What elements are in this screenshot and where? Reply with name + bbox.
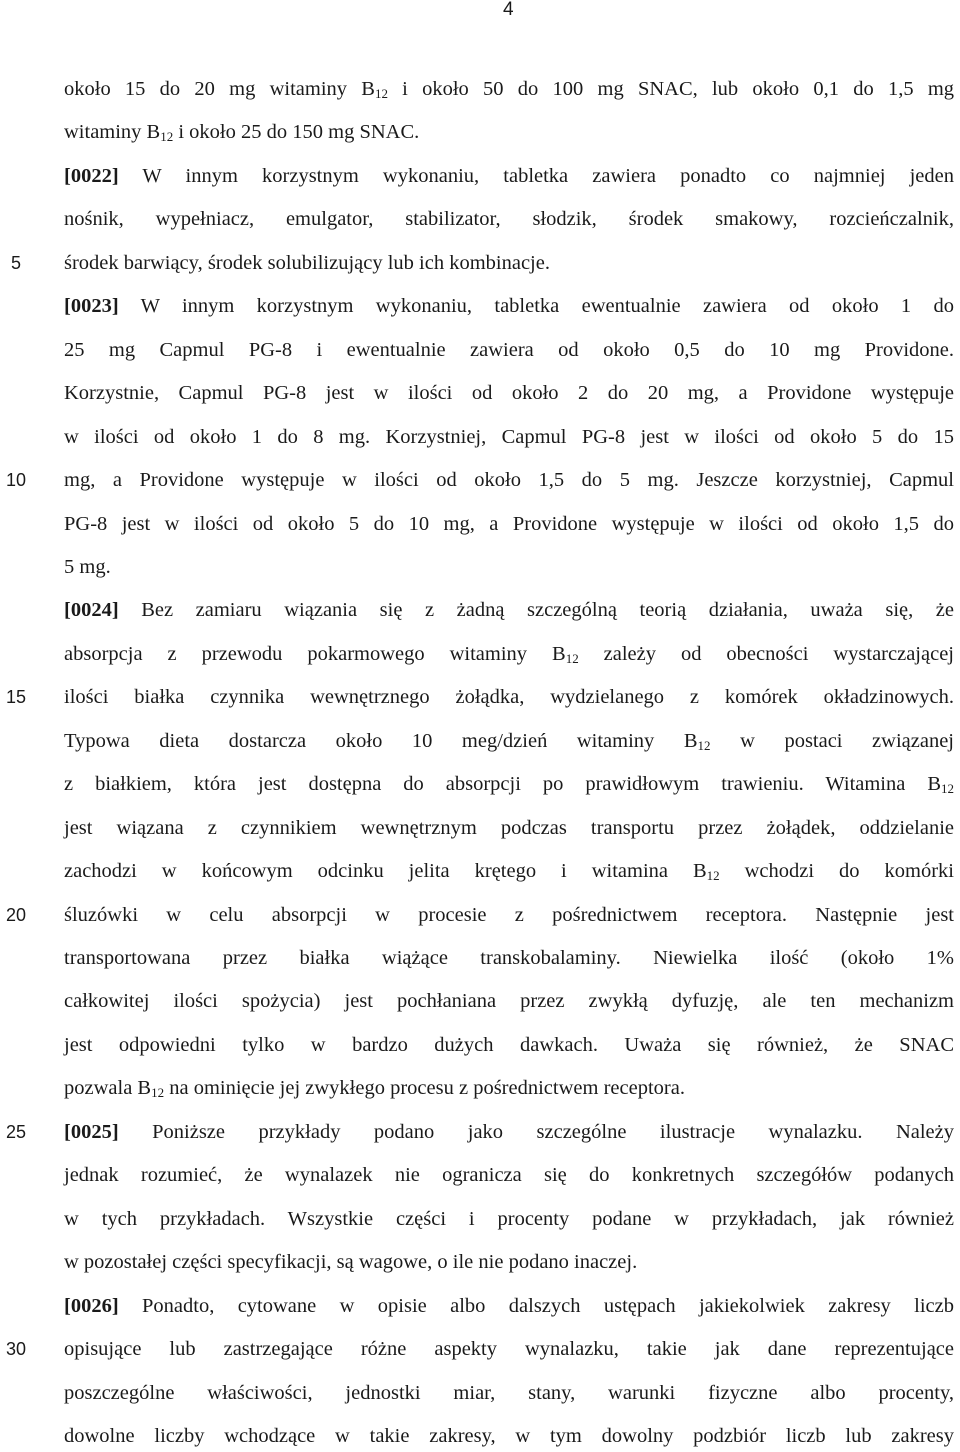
- text-run: W innym korzystnym wykonaniu, tabletka ewentualnie zawiera od około 1 do: [118, 295, 954, 318]
- text-run: w postaci związanej: [710, 729, 954, 752]
- line-number: 20: [5, 904, 27, 925]
- text-line: [64, 728, 954, 754]
- text-run: nośnik, wypełniacz, emulgator, stabilizator, słodzik, środek smakowy, rozcieńczalnik,: [64, 208, 954, 231]
- text-line: [64, 250, 954, 276]
- text-run: opisujące lub zastrzegające różne aspekty wynalazku, takie jak dane reprezentujące: [64, 1338, 954, 1361]
- text-line: [64, 1162, 954, 1188]
- text-line: [64, 771, 954, 797]
- text-run: PG-8 jest w ilości od około 5 do 10 mg, a Providone występuje w ilości od około 1,5 do: [64, 512, 954, 535]
- text-run: poszczególne właściwości, jednostki miar, stany, warunki fizyczne albo procenty,: [64, 1381, 954, 1404]
- text-run: Bez zamiaru wiązania się z żadną szczególną teorią działania, uważa się, że: [118, 599, 954, 622]
- text-line: [64, 597, 954, 623]
- subscript: 12: [565, 650, 579, 666]
- text-line: [64, 945, 954, 971]
- text-run: ilości białka czynnika wewnętrznego żołądka, wydzielanego z komórek okładzinowych.: [64, 686, 954, 709]
- text-run: dowolne liczby wchodzące w takie zakresy, w tym dowolny podzbiór liczb lub zakresy: [64, 1424, 954, 1447]
- text-run: jest wiązana z czynnikiem wewnętrznym podczas transportu przez żołądek, oddzielanie: [64, 816, 954, 839]
- text-run: pozwala B: [64, 1077, 152, 1100]
- text-run: Korzystnie, Capmul PG-8 jest w ilości od około 2 do 20 mg, a Providone występuje: [64, 382, 954, 405]
- text-line: [64, 424, 954, 450]
- text-line: [64, 1423, 954, 1449]
- text-run: W innym korzystnym wykonaniu, tabletka zawiera ponadto co najmniej jeden: [118, 164, 954, 187]
- text-line: [64, 641, 954, 667]
- text-run: Ponadto, cytowane w opisie albo dalszych ustępach jakiekolwiek zakresy liczb: [118, 1294, 954, 1317]
- line-number: 15: [5, 687, 27, 708]
- page-number: 4: [503, 0, 514, 20]
- text-line: [64, 1119, 954, 1145]
- text-line: [64, 988, 954, 1014]
- text-line: [64, 163, 954, 189]
- text-line: [64, 858, 954, 884]
- text-run: w pozostałej części specyfikacji, są wagowe, o ile nie podano inaczej.: [64, 1251, 638, 1274]
- text-line: [64, 380, 954, 406]
- text-line: [64, 1206, 954, 1232]
- paragraph-number: [0023]: [64, 295, 119, 318]
- text-line: [64, 337, 954, 363]
- line-number: 25: [5, 1121, 27, 1142]
- text-run: na ominięcie jej zwykłego procesu z pośrednictwem receptora.: [164, 1077, 685, 1100]
- paragraph-number: [0025]: [64, 1120, 119, 1143]
- text-run: środek barwiący, środek solubilizujący lub ich kombinacje.: [64, 251, 550, 274]
- text-line: [64, 1380, 954, 1406]
- text-run: całkowitej ilości spożycia) jest pochłaniana przez zwykłą dyfuzję, ale ten mechanizm: [64, 990, 954, 1013]
- text-run: jest odpowiedni tylko w bardzo dużych dawkach. Uważa się również, że SNAC: [64, 1033, 954, 1056]
- subscript: 12: [706, 868, 720, 884]
- text-line: [64, 467, 954, 493]
- subscript: 12: [697, 737, 711, 753]
- text-line: [64, 76, 954, 102]
- text-run: w tych przykładach. Wszystkie części i procenty podane w przykładach, jak również: [64, 1207, 954, 1230]
- line-number: 30: [5, 1339, 27, 1360]
- paragraph-number: [0026]: [64, 1294, 119, 1317]
- text-run: w ilości od około 1 do 8 mg. Korzystniej, Capmul PG-8 jest w ilości od około 5 do 15: [64, 425, 954, 448]
- text-line: [64, 293, 954, 319]
- text-run: Poniższe przykłady podano jako szczególne ilustracje wynalazku. Należy: [118, 1120, 954, 1143]
- line-number: 5: [10, 252, 21, 273]
- text-run: absorpcja z przewodu pokarmowego witaminy B: [64, 642, 566, 665]
- text-line: [64, 1336, 954, 1362]
- text-line: [64, 1249, 954, 1275]
- text-line: [64, 511, 954, 537]
- text-run: transportowana przez białka wiążące transkobalaminy. Niewielka ilość (około 1%: [64, 947, 954, 969]
- text-run: jednak rozumieć, że wynalazek nie ogranicza się do konkretnych szczegółów podanych: [64, 1164, 954, 1187]
- text-run: z białkiem, która jest dostępna do absorpcji po prawidłowym trawieniu. Witamina B: [64, 773, 941, 796]
- paragraph-number: [0024]: [64, 599, 119, 622]
- text-run: około 15 do 20 mg witaminy B: [64, 78, 375, 100]
- subscript: 12: [160, 129, 174, 145]
- text-run: mg, a Providone występuje w ilości od około 1,5 do 5 mg. Jeszcze korzystniej, Capmul: [64, 469, 954, 492]
- text-run: zachodzi w końcowym odcinku jelita krętego i witamina B: [64, 860, 707, 883]
- paragraph-number: [0022]: [64, 164, 119, 187]
- text-run: 25 mg Capmul PG-8 i ewentualnie zawiera od około 0,5 do 10 mg Providone.: [64, 338, 954, 361]
- text-run: zależy od obecności wystarczającej: [578, 642, 954, 665]
- text-line: [64, 815, 954, 841]
- text-run: i około 25 do 150 mg SNAC.: [173, 121, 420, 144]
- subscript: 12: [374, 86, 388, 101]
- text-line: [64, 206, 954, 232]
- text-line: [64, 902, 954, 928]
- text-line: [64, 684, 954, 710]
- text-run: 5 mg.: [64, 555, 111, 578]
- text-line: [64, 1032, 954, 1058]
- line-number: 10: [5, 470, 27, 491]
- text-line: [64, 1075, 954, 1101]
- subscript: 12: [941, 781, 954, 797]
- text-line: [64, 119, 954, 145]
- text-run: witaminy B: [64, 121, 161, 144]
- text-run: śluzówki w celu absorpcji w procesie z pośrednictwem receptora. Następnie jest: [64, 903, 954, 926]
- text-run: wchodzi do komórki: [719, 860, 954, 883]
- text-run: i około 50 do 100 mg SNAC, lub około 0,1 do 1,5 mg: [387, 78, 955, 100]
- text-run: Typowa dieta dostarcza około 10 meg/dzień witaminy B: [64, 729, 698, 752]
- text-line: [64, 554, 954, 580]
- subscript: 12: [151, 1085, 165, 1101]
- text-line: [64, 1293, 954, 1319]
